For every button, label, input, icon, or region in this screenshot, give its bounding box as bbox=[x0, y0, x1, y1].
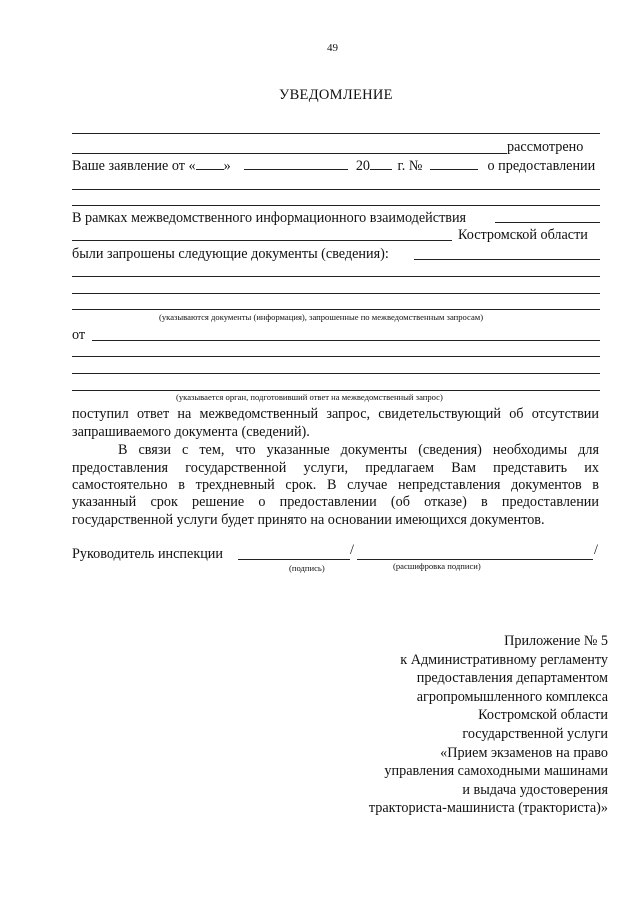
appendix-line: предоставления департаментом bbox=[416, 670, 608, 687]
year-blank bbox=[370, 157, 392, 170]
appendix-line: Костромской области bbox=[478, 707, 608, 724]
from-label: от bbox=[72, 327, 86, 343]
appendix-line: к Административному регламенту bbox=[400, 651, 608, 668]
appendix-block bbox=[369, 632, 608, 818]
blank-line bbox=[495, 222, 600, 223]
quote-close: » bbox=[223, 158, 231, 174]
interagency-label: В рамках межведомственного информационного взаимодействия bbox=[72, 210, 467, 226]
body-line: запрашиваемого документа (сведений). bbox=[72, 424, 310, 440]
application-prefix: Ваше заявление от « bbox=[72, 158, 196, 174]
blank-line bbox=[72, 293, 600, 294]
blank-line-applicant bbox=[72, 133, 600, 134]
appendix-line: и выдача удостоверения bbox=[462, 781, 608, 798]
appendix-line: агропромышленного комплекса bbox=[416, 688, 608, 705]
signature-blank[interactable] bbox=[238, 559, 350, 560]
hint-signature: (подпись) bbox=[289, 563, 325, 573]
blank-line bbox=[72, 373, 600, 374]
slash: / bbox=[350, 542, 354, 558]
blank-line bbox=[72, 205, 600, 206]
provision-label: о предоставлении bbox=[487, 158, 596, 174]
requested-label: были запрошены следующие документы (сведения): bbox=[72, 246, 389, 262]
blank-line bbox=[72, 189, 600, 190]
appendix-line: Приложение № 5 bbox=[504, 633, 608, 649]
blank-line bbox=[72, 276, 600, 277]
appendix-line: тракториста-машиниста (тракториста)» bbox=[368, 800, 608, 817]
day-blank bbox=[196, 157, 224, 170]
signature-label: Руководитель инспекции bbox=[72, 546, 223, 562]
month-blank bbox=[244, 157, 348, 170]
body-line: государственной услуги будет принято на основании имеющихся документов. bbox=[72, 512, 545, 528]
slash: / bbox=[594, 542, 598, 558]
blank-line-reviewer bbox=[72, 153, 507, 154]
reviewed-label: рассмотрено bbox=[507, 139, 584, 155]
page-number: 49 bbox=[327, 42, 338, 54]
body-line: В связи с тем, что указанные документы (сведения) необходимы для bbox=[118, 442, 599, 458]
blank-line bbox=[72, 309, 600, 310]
number-blank bbox=[430, 157, 478, 170]
body-line: самостоятельно в трехдневный срок. В случае непредставления документов в bbox=[72, 477, 599, 493]
number-label: г. № bbox=[397, 158, 423, 174]
application-line bbox=[72, 157, 595, 174]
blank-line bbox=[72, 240, 452, 241]
body-line: предоставления государственной услуги, предлагаем Вам представить их bbox=[72, 460, 599, 476]
appendix-line: государственной услуги bbox=[462, 725, 608, 742]
body-line: поступил ответ на межведомственный запрос, свидетельствующий об отсутствии bbox=[72, 406, 599, 422]
hint-organ: (указывается орган, подготовивший ответ на межведомственный запрос) bbox=[176, 392, 443, 402]
hint-documents: (указываются документы (информация), запрошенные по межведомственным запросам) bbox=[159, 312, 484, 322]
blank-line bbox=[92, 340, 600, 341]
blank-line bbox=[72, 356, 600, 357]
blank-line bbox=[414, 259, 600, 260]
blank-line bbox=[72, 390, 600, 391]
year-prefix: 20 bbox=[355, 158, 370, 174]
body-line: указанный срок решение о предоставлении (об отказе) в предоставлении bbox=[72, 494, 599, 510]
appendix-line: управления самоходными машинами bbox=[384, 763, 608, 780]
region-label: Костромской области bbox=[458, 227, 588, 243]
appendix-line: «Прием экзаменов на право bbox=[440, 744, 608, 761]
hint-decoding: (расшифровка подписи) bbox=[393, 561, 481, 571]
document-title: УВЕДОМЛЕНИЕ bbox=[279, 87, 393, 103]
decoding-blank[interactable] bbox=[357, 559, 593, 560]
